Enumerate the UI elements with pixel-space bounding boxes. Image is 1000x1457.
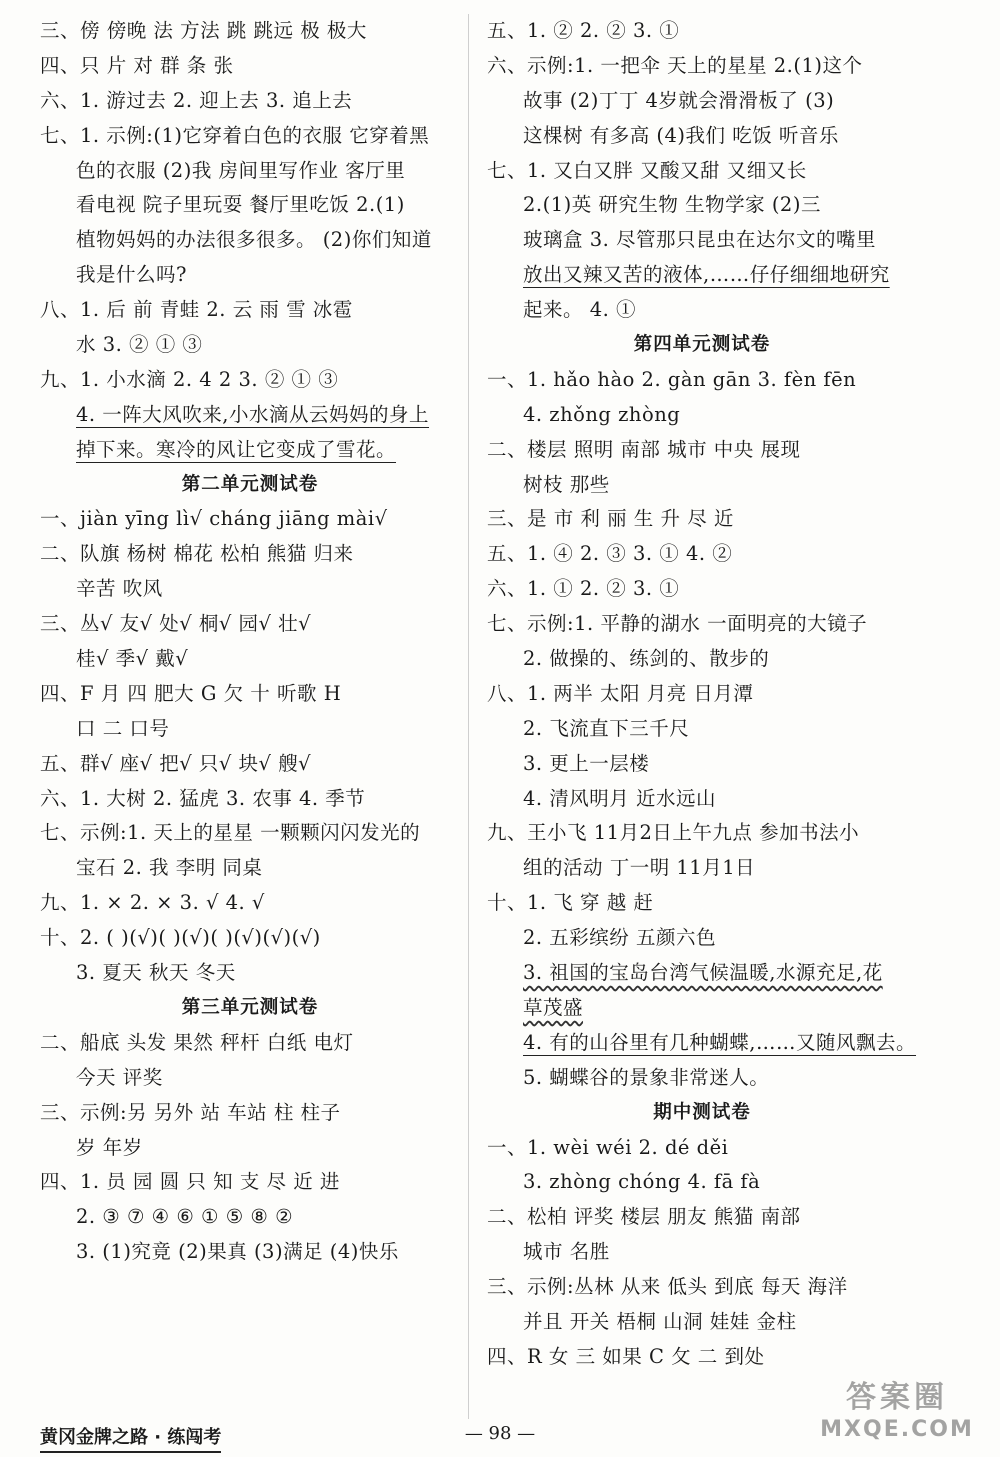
answer-text: 5. 蝴蝶谷的景象非常迷人。 <box>523 1065 770 1089</box>
answer-text: 放出又辣又苦的液体,……仔仔细细地研究 <box>523 263 890 287</box>
answer-line <box>40 886 460 921</box>
answer-text: 七、1. 示例:(1)它穿着白色的衣服 它穿着黑 <box>40 123 430 147</box>
answer-line <box>40 572 460 607</box>
answer-text: 八、1. 后 前 青蛙 2. 云 雨 雪 冰雹 <box>40 298 353 322</box>
answer-text: 组的活动 丁一明 11月1日 <box>523 856 756 880</box>
answer-line <box>40 433 460 468</box>
answer-text: 三、是 市 利 丽 生 升 尽 近 <box>487 507 734 531</box>
answer-line <box>487 84 917 119</box>
answer-text: 四、1. 员 园 圆 只 知 支 尽 近 进 <box>40 1170 340 1194</box>
answer-text: 五、1. ② 2. ② 3. ① <box>487 19 680 42</box>
answer-text: 4. 一阵大风吹来,小水滴从云妈妈的身上 <box>76 402 430 426</box>
answer-text: 二、松柏 评奖 楼层 朋友 熊猫 南部 <box>487 1205 801 1229</box>
answer-text: 树枝 那些 <box>523 472 610 496</box>
answer-text: 2. 飞流直下三千尺 <box>523 716 690 740</box>
answer-line <box>487 712 917 747</box>
answer-text: 2. ③ ⑦ ④ ⑥ ① ⑤ ⑧ ② <box>76 1205 294 1229</box>
answer-line <box>487 851 917 886</box>
answer-line <box>40 782 460 817</box>
answer-line <box>40 921 460 956</box>
answer-text: 二、楼层 照明 南部 城市 中央 展现 <box>487 437 801 461</box>
answer-text: 十、2. ( )(√)( )(√)( )(√)(√)(√) <box>40 926 321 950</box>
answer-line <box>40 1235 460 1270</box>
answer-text: 一、1. wèi wéi 2. dé děi <box>487 1135 729 1159</box>
answer-line <box>487 607 917 642</box>
answer-text: 五、1. ④ 2. ③ 3. ① 4. ② <box>487 542 733 566</box>
answer-line <box>40 537 460 572</box>
answer-line <box>487 223 917 258</box>
answer-text: 4. 有的山谷里有几种蝴蝶,……又随风飘去。 <box>523 1030 917 1054</box>
answer-text: 七、示例:1. 天上的星星 一颗颗闪闪发光的 <box>40 821 421 845</box>
answer-text: 辛苦 吹风 <box>76 577 163 601</box>
section-heading-text: 第二单元测试卷 <box>181 473 319 495</box>
answer-text: 三、示例:丛林 从来 低头 到底 每天 海洋 <box>487 1275 848 1299</box>
answer-line <box>487 677 917 712</box>
answer-line <box>40 1200 460 1235</box>
answer-line <box>487 1131 917 1166</box>
answer-text: 六、1. ① 2. ② 3. ① <box>487 577 680 601</box>
answer-text: 掉下来。寒冷的风让它变成了雪花。 <box>76 437 397 461</box>
answer-text: 四、只 片 对 群 条 张 <box>40 53 234 77</box>
answer-text: 八、1. 两半 太阳 月亮 日月潭 <box>487 681 754 705</box>
answer-line <box>40 258 460 293</box>
section-heading <box>40 991 460 1026</box>
answer-line <box>40 328 460 363</box>
book-brand: 黄冈金牌之路 · 练闯考 <box>40 1423 221 1453</box>
answer-line <box>40 1026 460 1061</box>
answer-line <box>487 537 917 572</box>
watermark-cn: 答案圈 <box>846 1380 948 1415</box>
answer-line <box>487 293 917 328</box>
section-heading-text: 第三单元测试卷 <box>181 996 319 1018</box>
left-column <box>40 14 460 1270</box>
answer-line <box>40 851 460 886</box>
answer-line <box>487 1165 917 1200</box>
section-heading-text: 期中测试卷 <box>653 1101 751 1123</box>
answer-text: 色的衣服 (2)我 房间里写作业 客厅里 <box>76 158 406 182</box>
answer-text: 六、示例:1. 一把伞 天上的星星 2.(1)这个 <box>487 53 863 77</box>
answer-line <box>40 84 460 119</box>
answer-text: 七、示例:1. 平静的湖水 一面明亮的大镜子 <box>487 612 868 636</box>
answer-text: 今天 评奖 <box>76 1065 163 1089</box>
answer-line <box>487 1340 917 1375</box>
answer-line <box>487 886 917 921</box>
answer-text: 草茂盛 <box>523 995 584 1019</box>
answer-line <box>487 49 917 84</box>
page-number: — 98 — <box>464 1423 536 1444</box>
answer-line <box>487 1270 917 1305</box>
answer-line <box>487 398 917 433</box>
answer-text: 植物妈妈的办法很多很多。 (2)你们知道 <box>76 228 432 252</box>
answer-line <box>40 816 460 851</box>
answer-text: 六、1. 游过去 2. 迎上去 3. 追上去 <box>40 88 353 112</box>
answer-text: 七、1. 又白又胖 又酸又甜 又细又长 <box>487 158 807 182</box>
answer-line <box>487 1235 917 1270</box>
answer-line <box>487 816 917 851</box>
answer-text: 看电视 院子里玩耍 餐厅里吃饭 2.(1) <box>76 193 405 217</box>
right-column <box>487 14 917 1375</box>
answer-text: 起来。 4. ① <box>523 298 637 322</box>
answer-line <box>487 1305 917 1340</box>
answer-line <box>40 293 460 328</box>
answer-line <box>40 607 460 642</box>
answer-line <box>487 154 917 189</box>
answer-text: 四、F 月 四 肥大 G 欠 十 听歌 H <box>40 681 342 705</box>
answer-text: 3. 更上一层楼 <box>523 751 650 775</box>
answer-line <box>487 119 917 154</box>
answer-text: 二、队旗 杨树 棉花 松柏 熊猫 归来 <box>40 542 354 566</box>
answer-line <box>487 468 917 503</box>
answer-line <box>40 747 460 782</box>
answer-line <box>40 119 460 154</box>
answer-line <box>40 154 460 189</box>
answer-line <box>40 956 460 991</box>
section-heading <box>487 1096 917 1131</box>
answer-line <box>487 188 917 223</box>
answer-text: 这棵树 有多高 (4)我们 吃饭 听音乐 <box>523 123 839 147</box>
section-heading <box>487 328 917 363</box>
answer-line <box>40 712 460 747</box>
answer-line <box>487 991 917 1026</box>
answer-line <box>487 258 917 293</box>
answer-text: 口 二 口号 <box>76 716 170 740</box>
answer-line <box>487 572 917 607</box>
answer-text: 并且 开关 梧桐 山洞 娃娃 金柱 <box>523 1309 797 1333</box>
answer-text: 水 3. ② ① ③ <box>76 333 203 357</box>
answer-text: 四、R 女 三 如果 C 攵 二 到处 <box>487 1344 765 1368</box>
answer-text: 3. 夏天 秋天 冬天 <box>76 961 236 985</box>
answer-line <box>487 1026 917 1061</box>
page-footer <box>40 1423 960 1453</box>
answer-line <box>40 14 460 49</box>
answer-line <box>40 677 460 712</box>
answer-line <box>40 188 460 223</box>
answer-text: 2.(1)英 研究生物 生物学家 (2)三 <box>523 193 821 217</box>
answer-text: 岁 年岁 <box>76 1135 143 1159</box>
answer-line <box>487 502 917 537</box>
answer-line <box>487 747 917 782</box>
answer-line <box>487 1061 917 1096</box>
answer-line <box>487 363 917 398</box>
answer-text: 城市 名胜 <box>523 1240 610 1264</box>
section-heading-text: 第四单元测试卷 <box>633 334 771 356</box>
answer-line <box>40 363 460 398</box>
answer-line <box>487 956 917 991</box>
answer-text: 3. zhòng chóng 4. fā fà <box>523 1170 761 1194</box>
answer-line <box>40 1096 460 1131</box>
answer-text: 4. zhǒng zhòng <box>523 402 681 426</box>
answer-line <box>487 642 917 677</box>
answer-text: 桂√ 季√ 戴√ <box>76 647 189 671</box>
answer-text: 玻璃盒 3. 尽管那只昆虫在达尔文的嘴里 <box>523 228 877 252</box>
answer-text: 3. 祖国的宝岛台湾气候温暖,水源充足,花 <box>523 961 883 985</box>
answer-line <box>40 642 460 677</box>
answer-text: 2. 五彩缤纷 五颜六色 <box>523 926 717 950</box>
answer-line <box>487 782 917 817</box>
answer-text: 二、船底 头发 果然 秤杆 白纸 电灯 <box>40 1030 354 1054</box>
answer-text: 五、群√ 座√ 把√ 只√ 块√ 艘√ <box>40 751 312 775</box>
answer-line <box>40 502 460 537</box>
answer-text: 一、1. hǎo hào 2. gàn gān 3. fèn fēn <box>487 367 857 391</box>
answer-text: 三、傍 傍晚 法 方法 跳 跳远 极 极大 <box>40 19 367 42</box>
answer-line <box>487 14 917 49</box>
answer-text: 三、丛√ 友√ 处√ 桐√ 园√ 壮√ <box>40 612 312 636</box>
answer-text: 十、1. 飞 穿 越 赶 <box>487 891 654 915</box>
answer-line <box>487 433 917 468</box>
answer-text: 六、1. 大树 2. 猛虎 3. 农事 4. 季节 <box>40 786 366 810</box>
answer-text: 3. (1)究竟 (2)果真 (3)满足 (4)快乐 <box>76 1240 399 1264</box>
answer-text: 九、王小飞 11月2日上午九点 参加书法小 <box>487 821 860 845</box>
answer-text: 九、1. × 2. × 3. √ 4. √ <box>40 891 265 915</box>
answer-text: 九、1. 小水滴 2. 4 2 3. ② ① ③ <box>40 367 339 391</box>
answer-text: 我是什么吗? <box>76 263 187 287</box>
answer-line <box>487 921 917 956</box>
section-heading <box>40 468 460 503</box>
answer-line <box>40 49 460 84</box>
answer-line <box>40 1165 460 1200</box>
answer-line <box>40 398 460 433</box>
answer-text: 宝石 2. 我 李明 同桌 <box>76 856 263 880</box>
answer-line <box>40 1131 460 1166</box>
answer-text: 三、示例:另 另外 站 车站 柱 柱子 <box>40 1100 341 1124</box>
watermark-en: MXQE.COM <box>820 1417 974 1442</box>
answer-line <box>487 1200 917 1235</box>
answer-line <box>40 1061 460 1096</box>
answer-text: 故事 (2)丁丁 4岁就会滑滑板了 (3) <box>523 88 835 112</box>
answer-text: 一、jiàn yīng lì√ cháng jiāng mài√ <box>40 507 388 531</box>
column-divider <box>468 14 469 1419</box>
answer-line <box>40 223 460 258</box>
answer-text: 2. 做操的、练剑的、散步的 <box>523 647 770 671</box>
answer-text: 4. 清风明月 近水远山 <box>523 786 717 810</box>
